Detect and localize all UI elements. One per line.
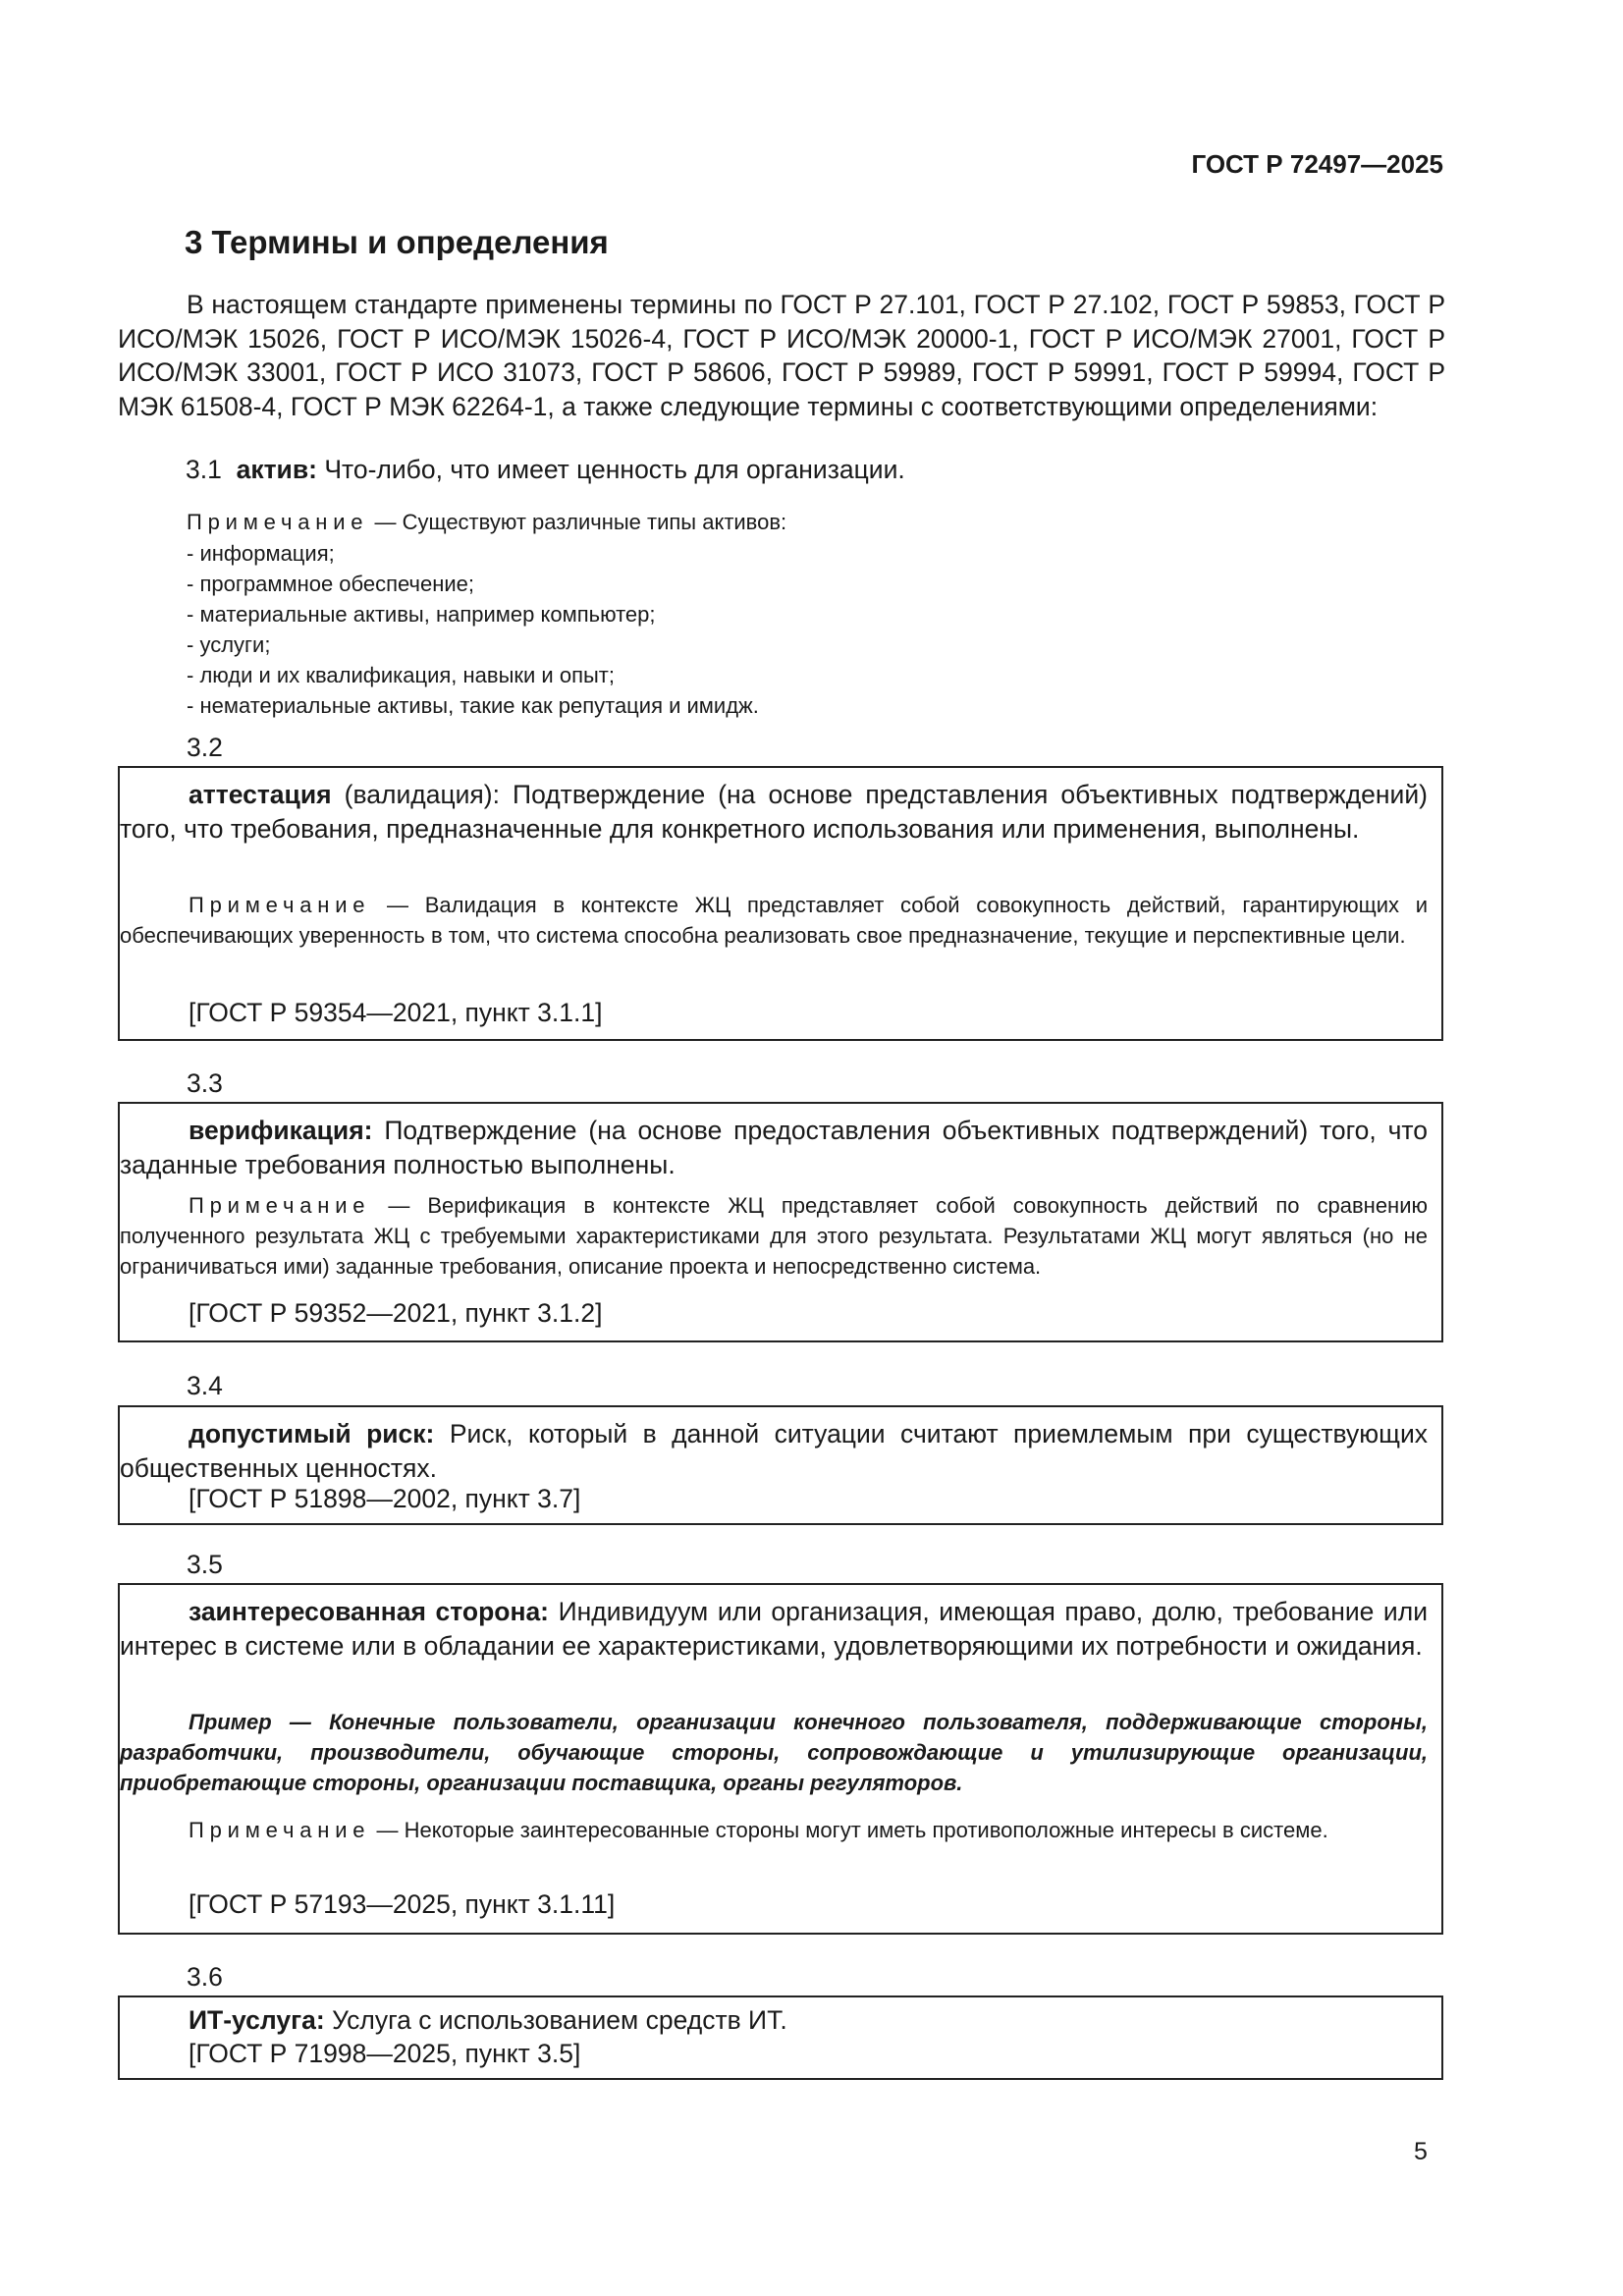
note-text: — Валидация в контексте ЖЦ представляет собой совокупность действий, гарантирующих и обеспечивающих уверенность в том, что система способна реализовать свое предназначение, текущие и перспективные цели. bbox=[120, 893, 1428, 948]
term-number-3-3: 3.3 bbox=[187, 1068, 223, 1098]
note-label: Примечание bbox=[189, 893, 371, 917]
term-definition: Что-либо, что имеет ценность для организации. bbox=[324, 455, 905, 484]
term-definition: Риск, который в данной ситуации считают приемлемым при существующих общественных ценностях. bbox=[120, 1419, 1428, 1483]
term-name: заинтересованная сторона: bbox=[189, 1597, 550, 1626]
term-source: [ГОСТ Р 51898—2002, пункт 3.7] bbox=[189, 1484, 581, 1513]
list-item: - информация; bbox=[187, 541, 335, 566]
list-item: - люди и их квалификация, навыки и опыт; bbox=[187, 663, 615, 687]
term-name: ИТ-услуга: bbox=[189, 2005, 325, 2035]
note-label: Примечание bbox=[189, 1193, 371, 1218]
page-number: 5 bbox=[1414, 2138, 1428, 2165]
standard-code-header: ГОСТ Р 72497—2025 bbox=[1191, 149, 1443, 179]
term-source: [ГОСТ Р 71998—2025, пункт 3.5] bbox=[189, 2039, 581, 2068]
term-definition: Подтверждение (на основе представления объективных подтверждений) того, что требования, предназначенные для конкретного использования или применения, выполнены. bbox=[120, 780, 1428, 844]
term-source: [ГОСТ Р 59354—2021, пункт 3.1.1] bbox=[189, 998, 603, 1027]
term-number: 3.1 bbox=[186, 455, 222, 484]
note-label: Примечание bbox=[189, 1818, 371, 1842]
term-box-3-2 bbox=[118, 766, 1443, 1041]
term-definition: Подтверждение (на основе предоставления объективных подтверждений) того, что заданные требования полностью выполнены. bbox=[120, 1116, 1428, 1179]
term-name: аттестация bbox=[189, 780, 332, 809]
term-name: верификация: bbox=[189, 1116, 373, 1145]
term-box-3-4 bbox=[118, 1405, 1443, 1525]
term-definition-block bbox=[120, 1417, 1428, 1485]
note-3-1 bbox=[187, 507, 786, 537]
term-definition-block bbox=[120, 778, 1428, 846]
term-name: допустимый риск: bbox=[189, 1419, 435, 1449]
term-name: актив: bbox=[236, 455, 317, 484]
list-item: - программное обеспечение; bbox=[187, 572, 475, 596]
list-item: - услуги; bbox=[187, 632, 271, 657]
note-text: — Верификация в контексте ЖЦ представляет собой совокупность действий по сравнению полученного результата ЖЦ с требуемыми характеристиками для этого результата. Результатами ЖЦ могут являться (но не ограничиваться ими) заданные требования, описание проекта и непосредственно система. bbox=[120, 1193, 1428, 1279]
term-source: [ГОСТ Р 59352—2021, пункт 3.1.2] bbox=[189, 1298, 603, 1328]
term-number-3-2: 3.2 bbox=[187, 733, 223, 762]
list-item: - нематериальные активы, такие как репутация и имидж. bbox=[187, 693, 759, 718]
note-3-1-list bbox=[187, 538, 759, 721]
term-note bbox=[120, 1815, 1428, 1845]
term-3-1-line bbox=[186, 455, 905, 485]
term-box-3-3 bbox=[118, 1102, 1443, 1342]
term-number-3-6: 3.6 bbox=[187, 1962, 223, 1992]
section-title: 3 Термины и определения bbox=[185, 224, 609, 260]
note-label: Примечание bbox=[187, 510, 369, 534]
term-number-3-4: 3.4 bbox=[187, 1371, 223, 1400]
term-definition-block bbox=[120, 1114, 1428, 1181]
term-box-3-6 bbox=[118, 1995, 1443, 2080]
term-note bbox=[120, 890, 1428, 951]
term-note bbox=[120, 1190, 1428, 1282]
term-number-3-5: 3.5 bbox=[187, 1550, 223, 1579]
term-definition-block bbox=[120, 1595, 1428, 1663]
note-text: — Некоторые заинтересованные стороны могут иметь противоположные интересы в системе. bbox=[376, 1818, 1328, 1842]
term-box-3-5 bbox=[118, 1583, 1443, 1935]
intro-paragraph: В настоящем стандарте применены термины по ГОСТ Р 27.101, ГОСТ Р 27.102, ГОСТ Р 59853, ГОСТ Р ИСО/МЭК 15026, ГОСТ Р ИСО/МЭК 15026-4, ГОСТ Р ИСО/МЭК 20000-1, ГОСТ Р ИСО/МЭК 27001, ГОСТ Р ИСО/МЭК 33001, ГОСТ Р ИСО 31073, ГОСТ Р 58606, ГОСТ Р 59989, ГОСТ Р 59991, ГОСТ Р 59994, ГОСТ Р МЭК 61508-4, ГОСТ Р МЭК 62264-1, а также следующие термины с соответствующими определениями: bbox=[118, 290, 1445, 421]
list-item: - материальные активы, например компьютер; bbox=[187, 602, 656, 627]
term-name-suffix: (валидация): bbox=[331, 780, 500, 809]
term-definition-block bbox=[120, 2003, 1428, 2038]
term-definition: Индивидуум или организация, имеющая право, долю, требование или интерес в системе или в обладании ее характеристиками, удовлетворяющими их потребности и ожидания. bbox=[120, 1597, 1428, 1661]
term-source: [ГОСТ Р 57193—2025, пункт 3.1.11] bbox=[189, 1889, 616, 1919]
term-definition: Услуга с использованием средств ИТ. bbox=[332, 2005, 787, 2035]
note-text: — Существуют различные типы активов: bbox=[374, 510, 787, 534]
term-example: Пример — Конечные пользователи, организации конечного пользователя, поддерживающие стороны, разработчики, производители, обучающие стороны, сопровождающие и утилизирующие организации, приобретающие стороны, организации поставщика, органы регуляторов. bbox=[120, 1710, 1428, 1795]
